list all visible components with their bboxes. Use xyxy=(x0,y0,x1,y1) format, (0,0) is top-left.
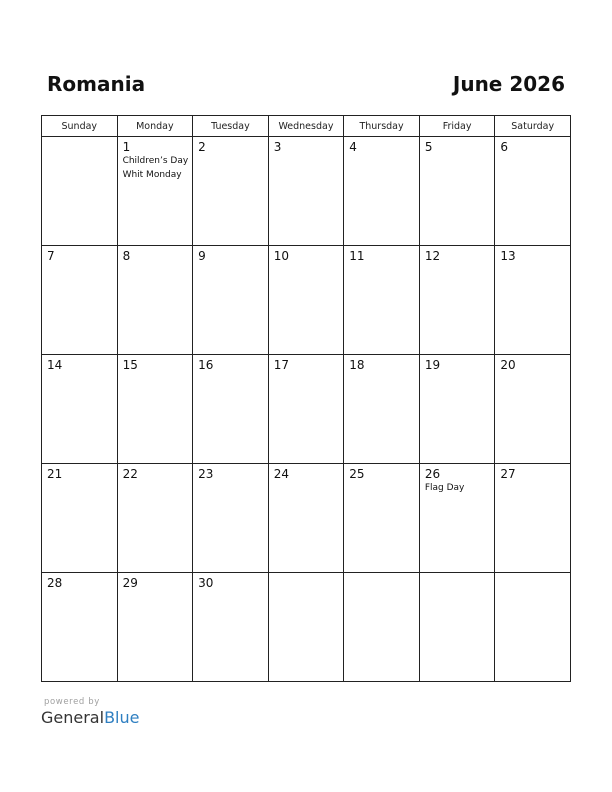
day-cell-21 xyxy=(42,464,118,573)
day-number: 26 xyxy=(424,467,441,481)
weekday-wednesday: Wednesday xyxy=(268,116,344,137)
day-cell-empty xyxy=(268,573,344,682)
day-cell-27 xyxy=(495,464,571,573)
day-cell-13 xyxy=(495,246,571,355)
day-number: 10 xyxy=(273,249,289,263)
day-number: 23 xyxy=(198,467,214,481)
brand-logo[interactable] xyxy=(41,708,139,727)
day-number: 12 xyxy=(424,249,441,263)
day-number: 18 xyxy=(349,358,365,372)
day-number: 3 xyxy=(273,140,282,154)
day-number: 22 xyxy=(122,467,138,481)
day-number: 17 xyxy=(273,358,289,372)
day-cell-6 xyxy=(495,137,571,246)
day-number: 24 xyxy=(273,467,289,481)
weekday-monday: Monday xyxy=(117,116,193,137)
day-cell-14 xyxy=(42,355,118,464)
calendar-grid xyxy=(41,115,571,682)
day-cell-10 xyxy=(268,246,344,355)
day-cell-empty xyxy=(495,573,571,682)
weekday-sunday: Sunday xyxy=(42,116,118,137)
day-cell-9 xyxy=(193,246,269,355)
day-cell-30 xyxy=(193,573,269,682)
day-number: 19 xyxy=(424,358,441,372)
day-cell-24 xyxy=(268,464,344,573)
day-cell-22 xyxy=(117,464,193,573)
day-number: 27 xyxy=(500,467,516,481)
day-number: 20 xyxy=(500,358,516,372)
holiday-label: Flag Day xyxy=(424,483,465,493)
day-cell-11 xyxy=(344,246,420,355)
month-title: June 2026 xyxy=(452,72,565,96)
day-number: 4 xyxy=(349,140,357,154)
day-cell-8 xyxy=(117,246,193,355)
week-row xyxy=(42,246,571,355)
day-number: 6 xyxy=(500,140,509,154)
day-cell-29 xyxy=(117,573,193,682)
day-cell-15 xyxy=(117,355,193,464)
day-number: 30 xyxy=(198,576,214,590)
day-cell-25 xyxy=(344,464,420,573)
week-row xyxy=(42,137,571,246)
day-cell-4 xyxy=(344,137,420,246)
day-number: 14 xyxy=(47,358,63,372)
day-cell-empty xyxy=(419,573,495,682)
day-cell-19 xyxy=(419,355,495,464)
day-cell-empty xyxy=(344,573,420,682)
day-number: 1 xyxy=(122,140,131,154)
day-cell-17 xyxy=(268,355,344,464)
day-cell-12 xyxy=(419,246,495,355)
day-number: 28 xyxy=(47,576,63,590)
brand-blue: Blue xyxy=(104,708,140,727)
weekday-friday: Friday xyxy=(419,116,495,137)
day-cell-28 xyxy=(42,573,118,682)
country-title: Romania xyxy=(47,72,146,96)
day-number: 2 xyxy=(198,140,206,154)
day-cell-20 xyxy=(495,355,571,464)
day-number: 8 xyxy=(122,249,131,263)
day-cell-18 xyxy=(344,355,420,464)
holiday-label: Whit Monday xyxy=(122,170,182,180)
day-cell-23 xyxy=(193,464,269,573)
day-number: 5 xyxy=(424,140,433,154)
day-cell-empty xyxy=(42,137,118,246)
day-cell-3 xyxy=(268,137,344,246)
weekday-header-row xyxy=(42,116,571,137)
day-number: 9 xyxy=(198,249,206,263)
week-row xyxy=(42,355,571,464)
day-cell-2 xyxy=(193,137,269,246)
week-row xyxy=(42,464,571,573)
day-number: 11 xyxy=(349,249,365,263)
day-number: 16 xyxy=(198,358,214,372)
week-row xyxy=(42,573,571,682)
day-cell-16 xyxy=(193,355,269,464)
day-number: 15 xyxy=(122,358,138,372)
day-cell-1 xyxy=(117,137,193,246)
day-number: 25 xyxy=(349,467,365,481)
day-cell-5 xyxy=(419,137,495,246)
brand-general: General xyxy=(41,708,105,727)
day-number: 13 xyxy=(500,249,516,263)
day-number: 29 xyxy=(122,576,138,590)
holiday-label: Children’s Day xyxy=(122,156,189,166)
day-number: 21 xyxy=(47,467,63,481)
day-cell-26 xyxy=(419,464,495,573)
weekday-tuesday: Tuesday xyxy=(193,116,269,137)
weekday-thursday: Thursday xyxy=(344,116,420,137)
weekday-saturday: Saturday xyxy=(495,116,571,137)
powered-by-text: powered by xyxy=(44,697,100,707)
day-cell-7 xyxy=(42,246,118,355)
day-number: 7 xyxy=(47,249,55,263)
